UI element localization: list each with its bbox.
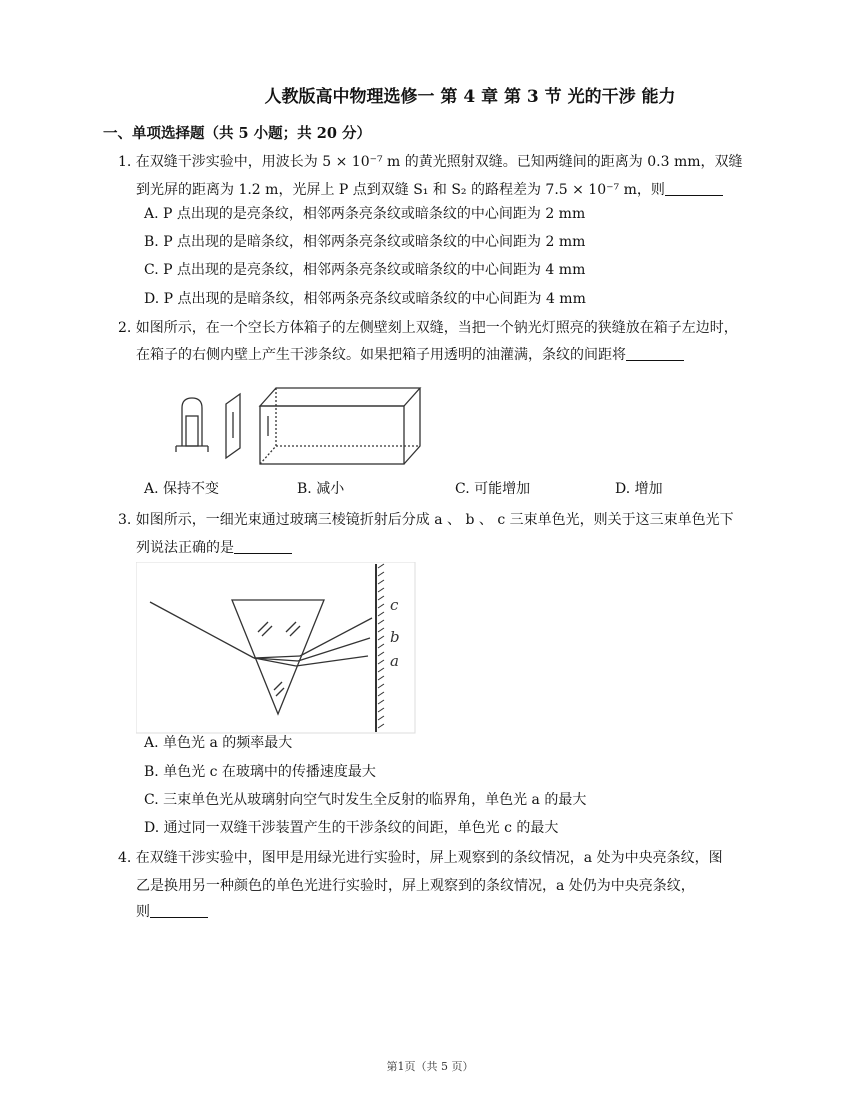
ray-c [300,618,372,656]
q1-stem-text: 到光屏的距离为 1.2 m，光屏上 P 点到双缝 S₁ 和 S₂ 的路程差为 7.5 × 10⁻⁷ m，则 [136,182,665,198]
q2-option-b[interactable]: B. 减小 [297,481,345,497]
incident-beam [150,602,254,658]
q2-option-d[interactable]: D. 增加 [615,481,663,497]
q3-stem-text: 列说法正确的是 [136,540,234,556]
answer-blank [234,539,292,554]
lamp-slit [186,416,198,446]
section-heading: 一、单项选择题（共 5 小题；共 20 分） [103,125,371,142]
label-c: c [390,596,399,614]
answer-blank [626,346,684,361]
lamp-shape [182,398,202,446]
q1-option-a[interactable]: A. P 点出现的是亮条纹，相邻两条亮条纹或暗条纹的中心间距为 2 mm [144,206,586,222]
q4-stem-text: 则 [136,904,150,920]
answer-blank [150,903,208,918]
q2-option-a[interactable]: A. 保持不变 [144,481,220,497]
q2-stem-text: 在箱子的右侧内壁上产生干涉条纹。如果把箱子用透明的油灌满，条纹的间距将 [136,347,626,363]
label-b: b [390,628,400,646]
page-title: 人教版高中物理选修一 第 4 章 第 3 节 光的干涉 能力 [264,87,676,107]
q1-stem-line1: 1. 在双缝干涉实验中，用波长为 5 × 10⁻⁷ m 的黄光照射双缝。已知两缝间的距离为 0.3 mm，双缝 [118,154,743,170]
q1-option-b[interactable]: B. P 点出现的是暗条纹，相邻两条亮条纹或暗条纹的中心间距为 2 mm [144,234,586,250]
ray-a [296,656,368,666]
q4-stem-line1: 4. 在双缝干涉实验中，图甲是用绿光进行实验时，屏上观察到的条纹情况，a 处为中央亮条纹，图 [118,850,723,866]
q4-stem-line2: 乙是换用另一种颜色的单色光进行实验时，屏上观察到的条纹情况，a 处仍为中央亮条纹， [136,878,695,894]
q3-option-a[interactable]: A. 单色光 a 的频率最大 [144,735,293,751]
box-front [260,406,404,464]
prism-dispersion-figure [136,562,416,734]
answer-blank [665,181,723,196]
box-double-slit-figure [168,376,433,472]
q4-stem-line3 [136,902,208,922]
q1-option-c[interactable]: C. P 点出现的是亮条纹，相邻两条亮条纹或暗条纹的中心间距为 4 mm [144,262,586,278]
q2-stem-line1: 2. 如图所示，在一个空长方体箱子的左侧壁刻上双缝，当把一个钠光灯照亮的狭缝放在箱子左边时， [118,320,738,336]
q3-option-b[interactable]: B. 单色光 c 在玻璃中的传播速度最大 [144,764,376,780]
page-footer: 第1页（共 5 页） [386,1060,474,1073]
q1-option-d[interactable]: D. P 点出现的是暗条纹，相邻两条亮条纹或暗条纹的中心间距为 4 mm [144,291,586,307]
box-top [260,388,420,406]
label-a: a [390,652,399,670]
q1-stem-line2 [136,180,723,200]
q3-option-d[interactable]: D. 通过同一双缝干涉装置产生的干涉条纹的间距，单色光 c 的最大 [144,820,559,836]
q2-option-c[interactable]: C. 可能增加 [455,481,531,497]
q3-option-c[interactable]: C. 三束单色光从玻璃射向空气时发生全反射的临界角，单色光 a 的最大 [144,792,587,808]
q3-stem-line2 [136,538,292,558]
q2-stem-line2 [136,345,684,365]
q3-stem-line1: 3. 如图所示，一细光束通过玻璃三棱镜折射后分成 a 、 b 、 c 三束单色光，则关于这三束单色光下 [118,512,734,528]
